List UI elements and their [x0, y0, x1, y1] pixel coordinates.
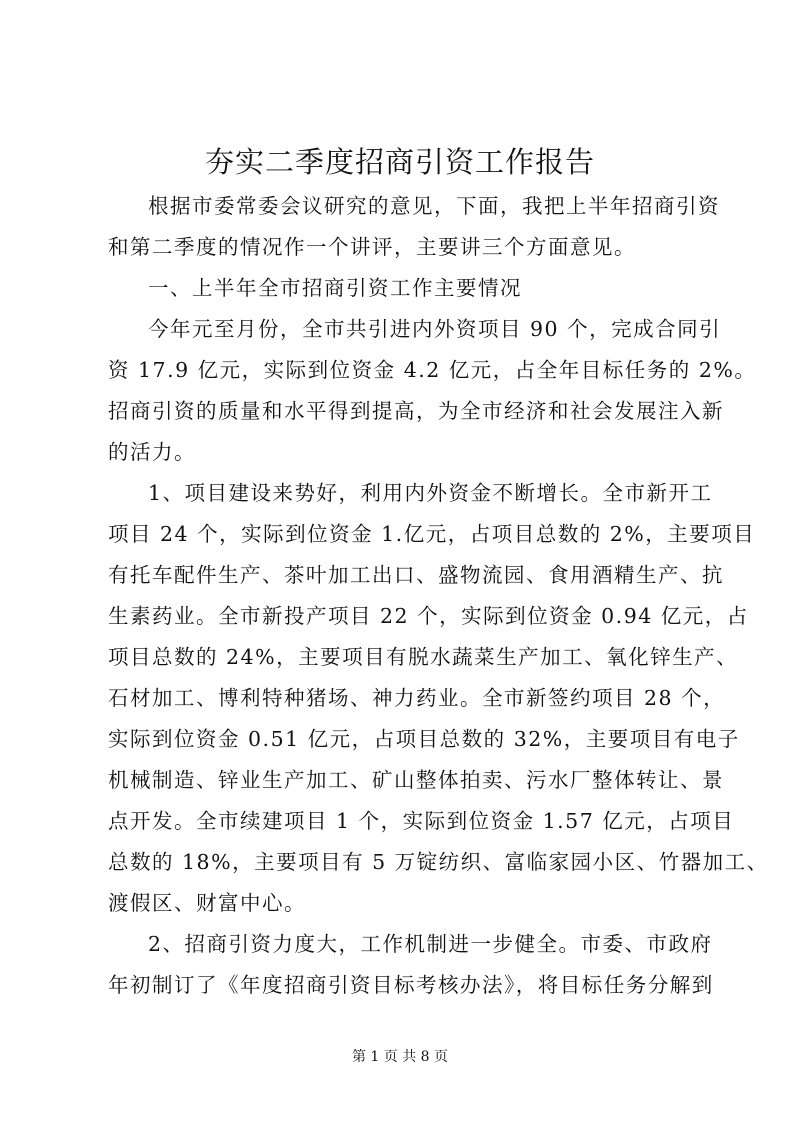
document-title: 夯实二季度招商引资工作报告: [204, 145, 595, 179]
body-line-15: 机械制造、锌业生产加工、矿山整体拍卖、污水厂整体转让、景: [108, 768, 724, 792]
body-line-14: 实际到位资金 0.51 亿元，占项目总数的 32%，主要项目有电子: [108, 727, 740, 751]
body-line-2: 和第二季度的情况作一个讲评，主要讲三个方面意见。: [108, 235, 636, 259]
body-line-4: 今年元至月份，全市共引进内外资项目 90 个，完成合同引: [148, 317, 722, 341]
body-line-5: 资 17.9 亿元，实际到位资金 4.2 亿元，占全年目标任务的 2%。: [108, 358, 757, 382]
body-line-6: 招商引资的质量和水平得到提高，为全市经济和社会发展注入新: [108, 399, 724, 423]
body-line-12: 项目总数的 24%，主要项目有脱水蔬菜生产加工、氧化锌生产、: [108, 645, 739, 669]
body-line-16: 点开发。全市续建项目 1 个，实际到位资金 1.57 亿元，占项目: [108, 809, 735, 833]
body-line-17: 总数的 18%，主要项目有 5 万锭纺织、富临家园小区、竹器加工、: [108, 850, 769, 874]
body-line-9: 项目 24 个，实际到位资金 1.亿元，占项目总数的 2%，主要项目: [108, 522, 756, 546]
body-line-7: 的活力。: [108, 440, 196, 464]
body-line-19: 2、招商引资力度大，工作机制进一步健全。市委、市政府: [148, 932, 713, 956]
body-line-18: 渡假区、财富中心。: [108, 891, 306, 915]
body-line-10: 有托车配件生产、茶叶加工出口、盛物流园、食用酒精生产、抗: [108, 563, 724, 587]
body-line-11: 生素药业。全市新投产项目 22 个，实际到位资金 0.94 亿元，占: [108, 604, 749, 628]
body-line-1: 根据市委常委会议研究的意见，下面，我把上半年招商引资: [148, 194, 720, 218]
page-number-footer: 第 1 页 共 8 页: [351, 1049, 449, 1065]
body-line-20: 年初制订了《年度招商引资目标考核办法》，将目标任务分解到: [108, 973, 714, 997]
section-heading-1: 一、上半年全市招商引资工作主要情况: [148, 276, 522, 300]
body-line-13: 石材加工、博利特种猪场、神力药业。全市新签约项目 28 个，: [108, 686, 726, 710]
body-line-8: 1、项目建设来势好，利用内外资金不断增长。全市新开工: [148, 481, 713, 505]
